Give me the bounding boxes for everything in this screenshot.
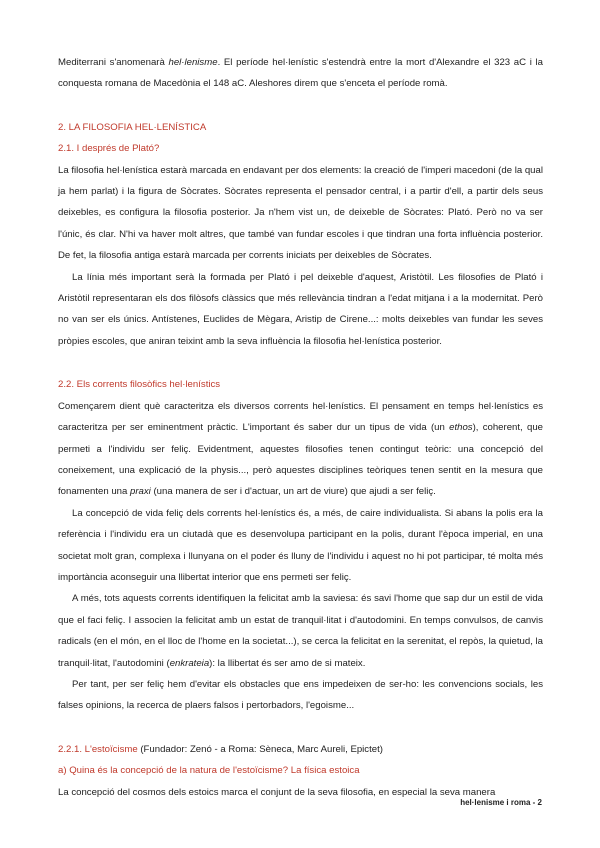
paragraph: La filosofia hel·lenística estarà marcada en endavant per dos elements: la creació de l'imperi macedoni (de la qual ja hem parlat) i la figura de Sòcrates. Sòcrates representa el pensador central, i a partir d'ell, a partir dels seus deixebles, es configura la filosofia posterior. Ja n'hem vist un, de deixeble de Sòcrates: Plató. Però no va ser l'únic, és clar. N'hi va haver molt altres, que també van fundar escoles i que tindran una forta influència posterior. De fet, la filosofia antiga estarà marcada per corrents iniciats per deixebles de Sòcrates. <box>58 164 543 262</box>
paragraph: Per tant, per ser feliç hem d'evitar els obstacles que ens impedeixen de ser-ho: les convencions socials, les falses opinions, la recerca de plaers falsos i pertorbadors, l'egoisme... <box>58 678 543 712</box>
intro-paragraph: Mediterrani s'anomenarà hel·lenisme. El període hel·lenístic s'estendrà entre la mort d'Alexandre el 323 aC i la conquesta romana de Macedònia el 148 aC. Aleshores direm que s'enceta el període romà. <box>58 57 544 90</box>
paragraph: Començarem dient què caracteritza els diversos corrents hel·lenístics. El pensament en temps hel·lenístics es caracteritza per ser eminentment pràctic. L'important és saber dur un tipus de vida (un ethos), coherent, que permeti a l'individu ser feliç. Evidentment, aquestes filosofies tenen contingut teòric: una concepció del coneixement, una explicació de la physis..., però aquestes disciplines teòriques tenen sentit en la mesura que fonamenten una praxi (una manera de ser i d'actuar, un art de viure) que ajudi a ser feliç. <box>58 400 543 498</box>
subsection-heading-2-2: 2.2. Els corrents filosòfics hel·lenístics <box>58 379 221 391</box>
document-body <box>58 52 543 803</box>
subsection-heading-2-2-1: 2.2.1. L'estoïcisme (Fundador: Zenó - a Roma: Sèneca, Marc Aureli, Epictet) <box>58 743 383 755</box>
paragraph: La concepció de vida feliç dels corrents hel·lenístics és, a més, de caire individualista. Si abans la polis era la referència i l'individu era un ciutadà que es desenvolupa participant en la polis, durant l'època imperial, en una societat molt gran, complexa i llunyana on el poder és lluny de l'individu i aquest no hi pot participar, té molta més importància aconseguir una llibertat interior que ens permeti ser feliç. <box>58 507 543 583</box>
question-heading: a) Quina és la concepció de la natura de l'estoïcisme? La física estoica <box>58 765 360 777</box>
subsection-heading-2-1: 2.1. I després de Plató? <box>58 143 160 155</box>
page-footer: hel·lenisme i roma - 2 <box>460 798 542 807</box>
section-heading: 2. LA FILOSOFIA HEL·LENÍSTICA <box>58 121 207 133</box>
paragraph: A més, tots aquests corrents identifiquen la felicitat amb la saviesa: és savi l'home que sap dur un estil de vida que el faci feliç. I associen la felicitat amb un estat de tranquil·litat i d'autodomini. En temps convulsos, de canvis radicals (en el món, en el lloc de l'home en la societat...), se cerca la felicitat en la serenitat, el repòs, la quietud, la tranquil·litat, l'autodomini (enkrateia): la llibertat és ser amo de si mateix. <box>58 593 543 669</box>
paragraph: La concepció del cosmos dels estoics marca el conjunt de la seva filosofia, en especial la seva manera <box>58 786 496 798</box>
paragraph: La línia més important serà la formada per Plató i pel deixeble d'aquest, Aristòtil. Les filosofies de Plató i Aristòtil representaran els dos filòsofs clàssics que més rellevància tindran a l'edat mitjana i a la modernitat. Però no van ser els únics. Antístenes, Euclides de Mègara, Aristip de Cirene...: molts deixebles van fundar les seves pròpies escoles, que aniran teixint amb la seva influència la filosofia hel·lenística posterior. <box>58 271 543 347</box>
